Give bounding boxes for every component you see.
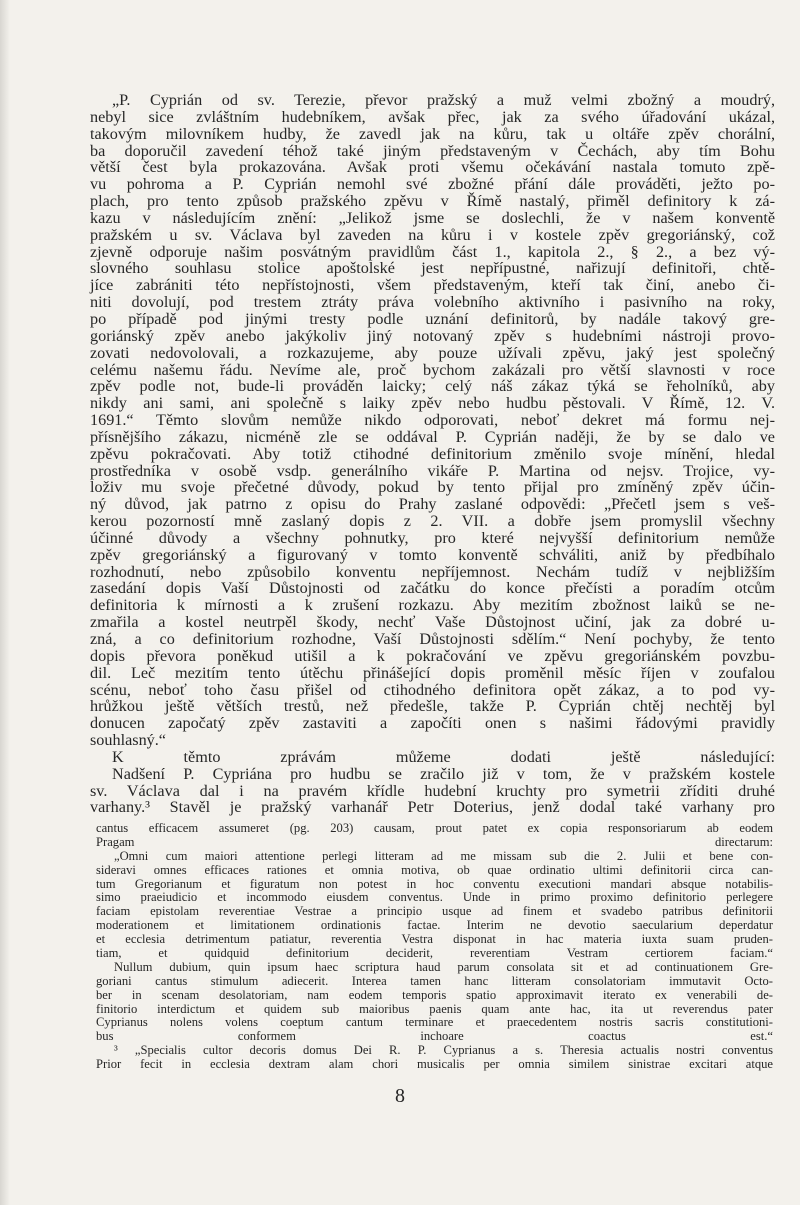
text-line: definitoria k mírnosti a k zrušení rozkazu. Aby mezitím zbožnost laiků se ne- — [90, 596, 775, 615]
footnote-line: bus conformem inchoare coactus est.“ — [96, 1029, 773, 1044]
text-line: pražském u sv. Václava byl zaveden na kůru i v kostele zpěv gregoriánský, což — [90, 225, 775, 244]
text-line: 1691.“ Těmto slovům nemůže nikdo odporovati, neboť dekret má formu nej- — [90, 411, 775, 430]
footnote-line: Pragam directarum: — [96, 834, 773, 849]
text-line: ný důvod, jak patrno z opisu do Prahy zaslané odpovědi: „Přečetl jsem s veš- — [90, 495, 775, 514]
text-line: větší čest byla prokazována. Avšak proti všemu očekávání nastala tomuto zpě- — [90, 158, 775, 177]
text-line: zmařila a kostel neutrpěl škody, nechť Vaše Důstojnost učiní, jak za dobré u- — [90, 613, 775, 632]
text-line: takovým milovníkem hudby, že zavedl jak na kůru, tak u oltáře zpěv chorální, — [90, 124, 775, 143]
footnote-line: simo praeiudicio et incommodo eiusdem conventus. Unde in primo proximo definitorio perlegere — [96, 890, 773, 905]
text-line: nikdy ani sami, ani společně s laiky zpěv nebo hudbu pěstovali. V Římě, 12. V. — [90, 394, 775, 413]
footnote-line: moderationem et limitationem ordinationis factae. Interim ne devotio saecularium deperdatur — [96, 918, 773, 933]
footnote-line: sideravi omnes efficaces rationes et omnia motiva, ob quae ordinatio ultimi definitorii circa can- — [96, 862, 773, 877]
footnote-line: „Omni cum maiori attentione perlegi litteram ad me missam sub die 2. Julii et bene con- — [114, 848, 773, 863]
text-line: po případě pod jinými tresty podle uznání definitorů, by nadále takový gre- — [90, 309, 775, 328]
body-text — [90, 92, 775, 816]
footnote-line: Cyprianus nolens volens coeptum cantum terminare et praecedentem nostris sacris constitutioni- — [96, 1015, 773, 1030]
page-number: 8 — [395, 1085, 405, 1107]
text-line: souhlasný.“ — [90, 731, 166, 750]
footnote-line: finitorio interdictum et quidem sub maioribus paenis quam ante hac, ita ut reverendus pater — [96, 1001, 773, 1016]
text-line: K těmto zprávám můžeme dodati ještě následující: — [112, 747, 775, 766]
text-line: varhany.³ Stavěl je pražský varhanář Petr Doterius, jenž dodal také varhany pro — [90, 798, 775, 817]
text-line: dil. Leč mezitím tento útěchu přinášející dopis proměnil měsíc říjen v zoufalou — [90, 663, 775, 682]
text-line: vu pohroma a P. Cyprián nemohl své zbožné přání dále prováděti, ježto po- — [90, 175, 775, 194]
text-line: zpěv gregoriánský a figurovaný v tomto konventě schváliti, aniž by předbíhalo — [90, 545, 775, 564]
text-line: scénu, neboť toho času přišel od ctihodného definitora opět zákaz, a to pod vy- — [90, 680, 775, 699]
text-line: nebyl sice zvláštním hudebníkem, avšak přec, jak za svého úřadování ukázal, — [90, 107, 775, 126]
text-line: zpěv podle not, bude-li prováděn laicky; celý náš zákaz týká se řeholníků, aby — [90, 377, 775, 396]
footnote-line: Nullum dubium, quin ipsum haec scriptura haud parum consolata sit et ad continuationem Gre- — [114, 959, 773, 974]
footnote-line: tum Gregorianum et figuratum non potest in hoc conventu executioni mandari absque notabilis- — [96, 876, 773, 891]
text-line: „P. Cyprián od sv. Terezie, převor pražský a muž velmi zbožný a moudrý, — [112, 91, 775, 109]
text-line: zpěvu pokračovati. Aby totiž ctihodné definitorium změnilo svoje mínění, hledal — [90, 444, 775, 463]
text-line: loživ mu svoje přečetné důvody, pokud by tento přijal pro zmíněný zpěv účin- — [90, 478, 775, 497]
text-line: slovného souhlasu stolice apoštolské jest nepřípustné, nařizují definitoři, chtě- — [90, 259, 775, 278]
text-line: sv. Václava dal i na pravém křídle hudební kruchty pro symetrii zříditi druhé — [90, 781, 775, 800]
footnote-line: tiam, et quidquid definitorium deciderit, reverentiam Vestram certiorem faciam.“ — [96, 946, 773, 961]
footnotes — [96, 822, 773, 1072]
footnote-line: et ecclesia detrimentum patiatur, reverentia Vestra disponat in hac materia iuxta suam pruden- — [96, 932, 773, 947]
footnote-line: cantus efficacem assumeret (pg. 203) causam, prout patet ex copia responsoriarum ab eodem — [96, 821, 773, 835]
text-line: rozhodnutí, nebo způsobilo konventu nepříjemnost. Nechám tudíž v nejbližším — [90, 562, 775, 581]
text-line: prostředníka v osobě vsdp. generálního vikáře P. Martina od nejsv. Trojice, vy- — [90, 461, 775, 480]
text-line: účinné důvody a všechny pohnutky, pro které nejvyšší definitorium nemůže — [90, 528, 775, 547]
text-line: Nadšení P. Cypriána pro hudbu se zračilo již v tom, že v pražském kostele — [112, 764, 775, 783]
footnote-line: ³ „Specialis cultor decoris domus Dei R. P. Cyprianus a s. Theresia actualis nostri conventus — [114, 1043, 773, 1058]
footnote-line: goriani cantus stimulum adiecerit. Interea tamen hanc litteram consolatoriam immutavit Octo- — [96, 973, 773, 988]
text-line: niti dovolují, pod trestem ztráty práva volebního aktivního i pasivního na roky, — [90, 293, 775, 312]
text-line: goriánský zpěv anebo jakýkoliv jiný notovaný zpěv s hudebními nástroji provo- — [90, 326, 775, 345]
text-line: jíce zabrániti této nepřístojnosti, všem představeným, kteří tak činí, anebo či- — [90, 276, 775, 295]
text-line: plach, pro tento způsob pražského zpěvu v Římě nastalý, přiměl definitory k zá- — [90, 192, 775, 211]
text-line: zná, a co definitorium rozhodne, Vaší Důstojnosti sdělím.“ Není pochyby, že tento — [90, 630, 775, 648]
text-line: ba doporučil zavedení téhož také jiným představeným v Čechách, aby tím Bohu — [90, 141, 775, 160]
footnote-line: ber in scenam desolatoriam, nam eodem temporis spatio approximavit iterato ex venerabili de- — [96, 987, 773, 1002]
text-line: hrůžkou ještě větších trestů, než předešle, takže P. Cyprián chtěj nechtěj byl — [90, 697, 775, 716]
text-line: zjevně odporuje našim posvátným pravidlům část 1., kapitola 2., § 2., a bez vý- — [90, 242, 775, 261]
text-line: zasedání dopis Vaší Důstojnosti od začátku do konce přečísti a poradím otcům — [90, 579, 775, 598]
footnote-line: faciam epistolam reverentiae Vestrae a principio usque ad finem et svadebo patribus definitorii — [96, 904, 773, 919]
text-line: přísnějšího zákazu, nicméně zle se oddával P. Cyprián naději, že by se dalo ve — [90, 427, 775, 446]
scan-edge-shadow — [0, 0, 10, 1205]
text-line: kerou pozorností mně zaslaný dopis z 2. VII. a dobře jsem promyslil všechny — [90, 512, 775, 531]
text-line: zovati nedovolovali, a rozkazujeme, aby pouze užívali zpěvu, jaký jest společný — [90, 343, 775, 362]
text-line: kazu v následujícím znění: „Jelikož jsme se doslechli, že v našem konventě — [90, 208, 775, 227]
text-line: dopis převora poněkud utišil a k pokračování ve zpěvu gregoriánském povzbu- — [90, 646, 775, 665]
footnote-line: Prior fecit in ecclesia dextram alam chori musicalis per omnia similem sinistrae excitari atque — [96, 1057, 773, 1072]
text-line: donucen započatý zpěv zastaviti a započíti onen s našimi řádovými pravidly — [90, 714, 775, 733]
text-line: celému našemu řádu. Nevíme ale, proč bychom zakázali pro větší slavnosti v roce — [90, 360, 775, 379]
